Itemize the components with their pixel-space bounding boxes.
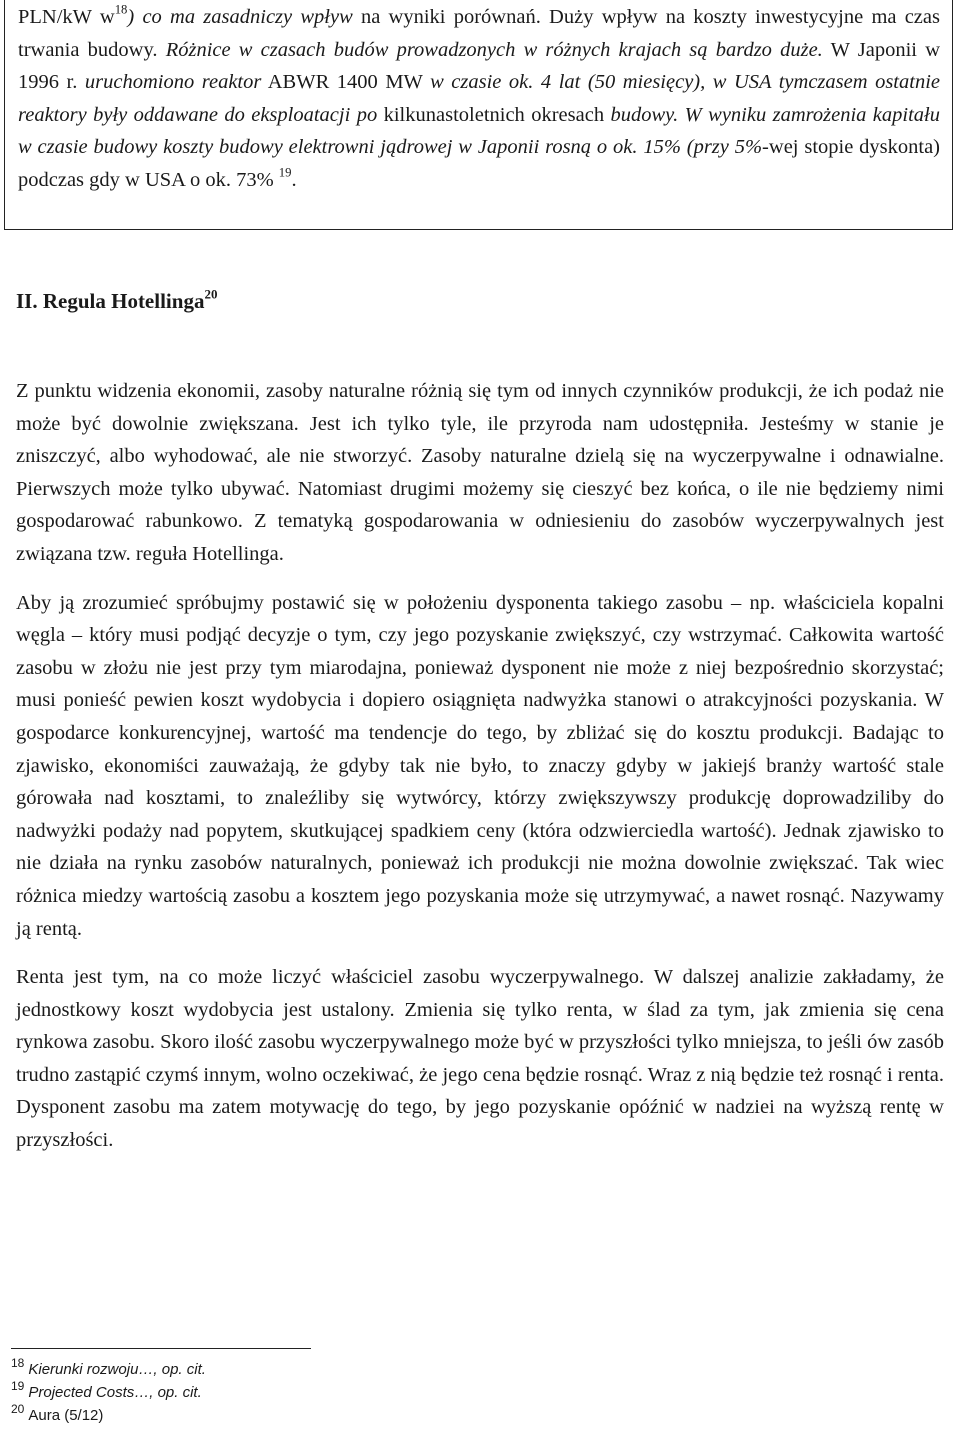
footnote-number: 19 <box>11 1378 25 1393</box>
footnote-20 <box>11 1401 206 1427</box>
note-text-italic: w czasie ok. 4 lat (50 miesięcy), w USA tymczasem ostatnie reaktory były oddawane do eksploatacji po <box>18 71 940 126</box>
note-text: wej stopie dyskonta) podczas gdy w USA o ok. 73% <box>18 136 941 191</box>
footnotes <box>11 1355 206 1427</box>
section-title: Regula Hotellinga <box>42 289 205 313</box>
note-text-italic: uruchomiono reaktor <box>84 71 262 94</box>
note-text: na wyniki porównań. Duży wpływ na koszty inwestycyjne ma czas trwania budowy. <box>18 6 940 61</box>
paragraph: Aby ją zrozumieć spróbujmy postawić się w położeniu dysponenta takiego zasobu – np. właściciela kopalni węgla – który musi podjąć decyzje o tym, czy jego pozyskanie zwiększyć, czy wstrzymać. Całkowita wartość zasobu w złożu nie jest przy tym miarodajna, ponieważ dysponent nie może z niej bezpośrednio skorzystać; musi ponieść pewien koszt wydobycia i dopiero osiągnięta nadwyżka stanowi o atrakcyjności pozyskania. W gospodarce konkurencyjnej, wartość ma tendencje do tego, by zbliżać się do kosztu produkcji. Badając to zjawisko, ekonomiści zauważają, że gdyby tak nie było, to znaczy gdyby w jakiejś branży wartość stale górowała nad kosztami, to znaleźliby się wytwórcy, którzy zwiększywszy produkcję doprowadziliby do nadwyżki podaży nad popytem, skutkującej spadkiem ceny (która odzwierciedla wartość). Jednak zjawisko to nie działa na rynku zasobów naturalnych, ponieważ ich produkcji nie można dowolnie zwiększać. Tak wiec różnica miedzy wartością zasobu a kosztem jego pozyskania może się utrzymywać, a nawet rosnąć. Nazywamy ją rentą. <box>16 591 944 940</box>
note-text: . <box>291 168 297 191</box>
note-text: kilkunastoletnich okresach <box>377 103 611 126</box>
footnote-19 <box>11 1378 206 1404</box>
paragraph: Z punktu widzenia ekonomii, zasoby naturalne różnią się tym od innych czynników produkcji, że ich podaż nie może być dowolnie zwiększana. Jest ich tylko tyle, ile przyroda nam udostępniła. Jesteśmy w stanie je zniszczyć, albo wyhodować, ale nie stworzyć. Zasoby naturalne dzielą się na wyczerpywalne i odnawialne. Pierwszych może tylko ubywać. Natomiast drugimi możemy się cieszyć bez końca, o ile nie będziemy nimi gospodarować rabunkowo. Z tematyką gospodarowania w odniesieniu do zasobów wyczerpywalnych jest związana tzw. reguła Hotellinga. <box>16 380 944 565</box>
boxed-note <box>4 0 953 230</box>
footnote-separator <box>11 1348 311 1349</box>
footnote-number: 20 <box>11 1401 25 1416</box>
footnote-ref-20[interactable]: 20 <box>204 286 218 302</box>
note-text-italic: ) co ma zasadniczy wpływ <box>127 6 353 28</box>
footnote-ref-18[interactable]: 18 <box>114 2 128 17</box>
note-text: W Japonii w 1996 r. <box>18 38 940 94</box>
note-text: ABWR 1400 MW <box>261 71 431 94</box>
footnote-ref-19[interactable]: 19 <box>278 165 292 180</box>
footnote-text: Projected Costs…, op. cit. <box>28 1384 202 1401</box>
footnote-text: Kierunki rozwoju…, op. cit. <box>28 1361 206 1378</box>
paragraph: Renta jest tym, na co może liczyć właściciel zasobu wyczerpywalnego. W dalszej analizie zakładamy, że jednostkowy koszt wydobycia jest ustalony. Zmienia się tylko renta, w ślad za tym, jak zmienia się cena rynkowa zasobu. Skoro ilość zasobu wyczerpywalnego może być w przyszłości tylko mniejsza, to jeśli ów zasób trudno zastąpić czymś innym, wolno oczekiwać, że jego cena będzie rosnąć. Wraz z nią będzie też rosnąć i renta. Dysponent zasobu ma zatem motywację do tego, by jego pozyskanie opóźnić w nadziei na wyższą rentę w przyszłości. <box>16 966 944 1152</box>
section-number: II. <box>16 289 38 313</box>
footnote-number: 18 <box>11 1355 25 1370</box>
footnote-text: Aura (5/12) <box>28 1407 104 1424</box>
body-text <box>16 375 944 1157</box>
boxed-note-paragraph <box>18 1 940 197</box>
note-text-italic: budowy. W wyniku zamrożenia kapitału w czasie budowy koszty budowy elektrowni jądrowej w Japonii rosną o ok. 15% (przy 5%- <box>18 103 940 159</box>
note-text-italic: Różnice w czasach budów prowadzonych w różnych krajach są bardzo duże. <box>165 38 823 61</box>
footnote-18 <box>11 1355 206 1381</box>
note-text: PLN/kW w <box>18 6 115 28</box>
section-heading <box>16 286 217 316</box>
